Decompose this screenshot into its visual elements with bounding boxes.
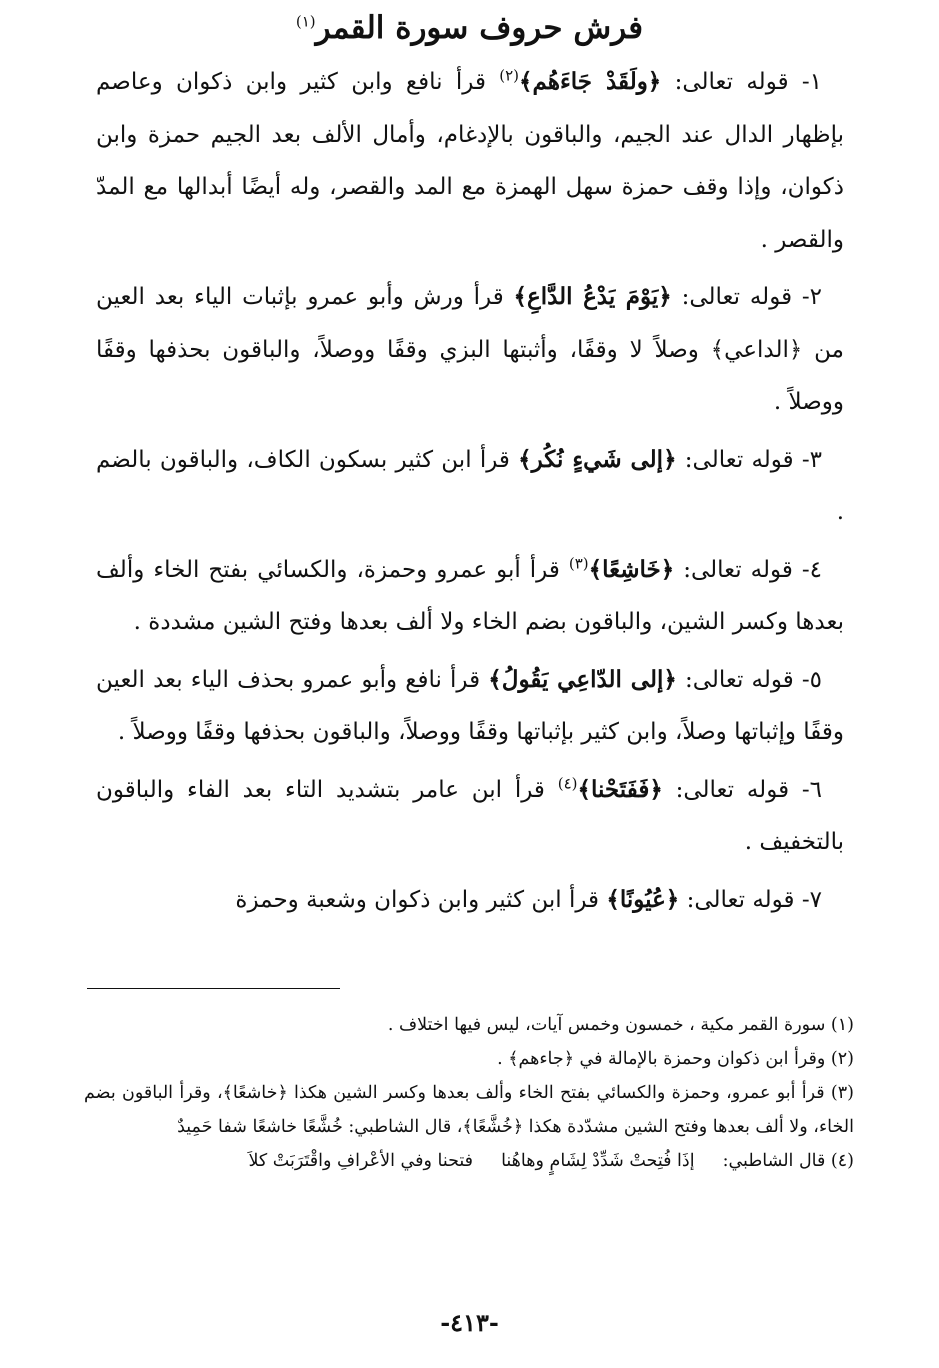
- footnote-3: [84, 1076, 854, 1144]
- footnote-4: [84, 1144, 854, 1178]
- footnote-4-verse-first: إذَا فُتِحتْ شَدِّدْ لِشَامٍ وهاهُنا: [501, 1151, 695, 1171]
- page-title: [0, 6, 939, 50]
- footnote-ref: (٣): [568, 553, 589, 572]
- footnote-divider: [87, 988, 340, 989]
- quran-quote: ﴿يَوْمَ يَدْعُ الدَّاعِ﴾: [513, 283, 672, 310]
- quran-quote: ﴿إلى شَيءٍ نُكُر﴾: [518, 445, 677, 473]
- footnote-4-label: (٤) قال الشاطبي:: [722, 1151, 854, 1171]
- footnote-4-verse-second: فتحنا وفي الأعْرافِ واقْتَرَبَتْ كلاَ: [248, 1151, 474, 1171]
- paragraph-text: قرأ ورش وأبو عمرو بإثبات الياء بعد العين من ﴿الداعي﴾ وصلاً لا وقفًا، وأثبتها البزي وقفًا ووصلاً، والباقون بحذفها وقفًا ووصلاً .: [96, 284, 844, 415]
- footnote-ref: (٢): [499, 66, 520, 85]
- footnote-1: (١) سورة القمر مكية ، خمسون وخمس آيات، ليس فيها اختلاف .: [387, 1015, 854, 1035]
- paragraph-intro: ٤- قوله تعالى:: [683, 556, 822, 583]
- paragraph-intro: ٢- قوله تعالى:: [681, 284, 823, 310]
- quran-quote: ﴿عُيُونًا﴾: [606, 885, 680, 913]
- paragraph-text: قرأ أبو عمرو وحمزة، والكسائي بفتح الخاء وألف بعدها وكسر الشين، والباقون بضم الخاء ولا ألف بعدها وفتح الشين مشددة .: [96, 556, 844, 635]
- page-number: -٤١٣-: [440, 1308, 499, 1337]
- paragraph-text: قرأ نافع وابن كثير وابن ذكوان وعاصم بإظهار الدال عند الجيم، والباقون بالإدغام، وأمال الألف بعد الجيم حمزة وابن ذكوان، وإذا وقف حمزة سهل الهمزة مع المد والقصر، وله أيضًا أبدالها مع المدّ والقصر .: [96, 69, 844, 253]
- quran-quote: ﴿ولَقَدْ جَاءَهُم﴾: [519, 68, 662, 95]
- footnote-3-verse: خُشَّعًا خاشعًا شفا حَمِيدٌ: [177, 1117, 343, 1137]
- paragraph-4: [96, 544, 844, 649]
- paragraph-intro: ٧- قوله تعالى:: [686, 886, 822, 913]
- paragraph-1: [96, 56, 844, 266]
- paragraph-5: [96, 654, 844, 759]
- paragraph-3: [96, 434, 844, 539]
- quran-quote: ﴿إلى الدّاعِي يَقُولُ﴾: [488, 665, 677, 693]
- footnote-2: (٢) وقرأ ابن ذكوان وحمزة بالإمالة في ﴿جاءهم﴾ .: [497, 1049, 854, 1069]
- paragraph-intro: ٣- قوله تعالى:: [684, 446, 823, 473]
- footnotes: [84, 1008, 854, 1178]
- paragraph-text: قرأ ابن كثير وابن ذكوان وشعبة وحمزة: [235, 886, 600, 913]
- footnote-3-text: (٣) قرأ أبو عمرو، وحمزة والكسائي بفتح الخاء وألف بعدها وكسر الشين هكذا ﴿خاشعًا﴾، وقرأ الباقون بضم الخاء، ولا ألف بعدها وفتح الشين مشدّدة هكذا ﴿خُشَّعًا﴾، قال الشاطبي:: [84, 1083, 854, 1137]
- paragraph-intro: ٥- قوله تعالى:: [684, 666, 823, 693]
- paragraph-text: قرأ ابن عامر بتشديد التاء بعد الفاء والباقون بالتخفيف .: [96, 776, 844, 855]
- paragraph-6: [96, 764, 844, 869]
- paragraph-intro: ١- قوله تعالى:: [674, 69, 823, 95]
- title-footnote-ref: (١): [295, 12, 316, 31]
- footnote-ref: (٤): [557, 773, 578, 792]
- paragraph-intro: ٦- قوله تعالى:: [675, 776, 822, 803]
- quran-quote: ﴿خَاشِعًا﴾: [588, 555, 675, 583]
- paragraph-2: [96, 271, 844, 429]
- title-text: فرش حروف سورة القمر: [315, 10, 644, 46]
- paragraph-text: قرأ نافع وأبو عمرو بحذف الياء بعد العين وقفًا وإثباتها وصلاً، وابن كثير بإثباتها وقفًا ووصلاً، والباقون بحذفها وقفًا ووصلاً .: [96, 666, 844, 745]
- quran-quote: ﴿فَفَتَحْنا﴾: [577, 775, 663, 803]
- paragraph-7: [96, 874, 844, 927]
- paragraph-text: قرأ ابن كثير بسكون الكاف، والباقون بالضم .: [96, 446, 844, 525]
- paragraphs: [96, 56, 844, 931]
